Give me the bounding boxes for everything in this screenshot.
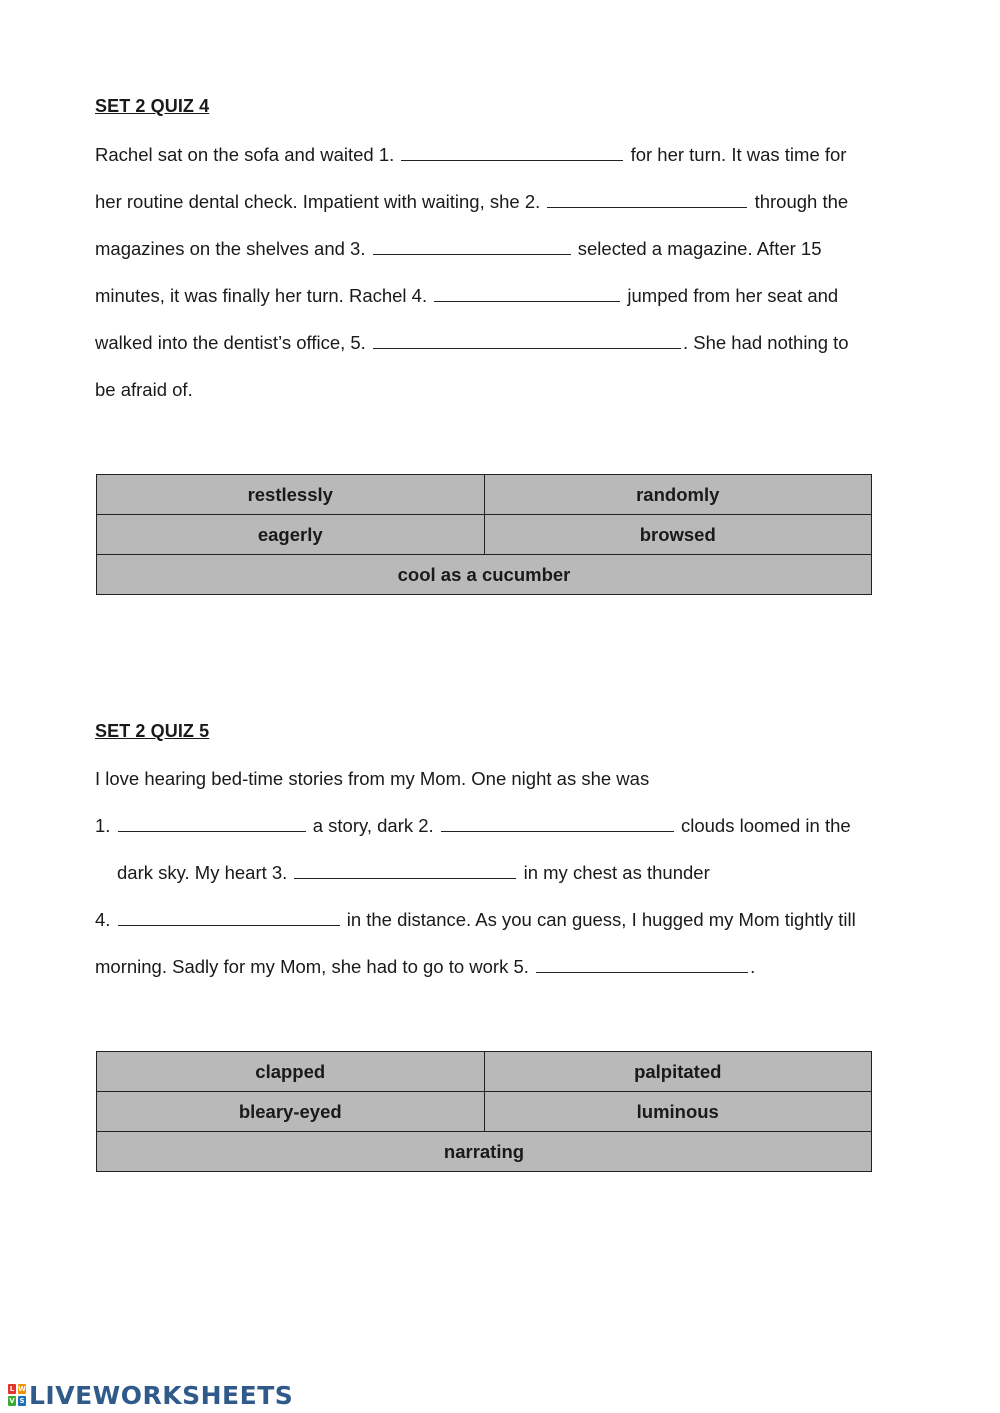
word-luminous[interactable]: luminous: [484, 1092, 872, 1132]
quiz5-line-2: 1. a story, dark 2. clouds loomed in the: [95, 815, 851, 836]
blank-2[interactable]: [441, 815, 674, 832]
quiz4-line-4: minutes, it was finally her turn. Rachel 4. jumped from her seat and: [95, 285, 839, 306]
quiz5-title: SET 2 QUIZ 5: [95, 721, 210, 741]
quiz5-word-bank: [96, 1051, 872, 1172]
quiz4-line-3: magazines on the shelves and 3. selected a magazine. After 15: [95, 238, 822, 259]
blank-1[interactable]: [401, 144, 623, 161]
word-eagerly[interactable]: eagerly: [97, 515, 485, 555]
liveworksheets-logo[interactable]: [8, 1381, 293, 1409]
blank-5[interactable]: [373, 332, 681, 349]
logo-text: LIVEWORKSHEETS: [29, 1380, 294, 1410]
blank-2[interactable]: [547, 191, 747, 208]
quiz4-line-1: Rachel sat on the sofa and waited 1. for her turn. It was time for: [95, 144, 847, 165]
quiz4-word-bank: [96, 474, 872, 595]
word-bleary-eyed[interactable]: bleary-eyed: [97, 1092, 485, 1132]
logo-mark-icon: L W V S: [9, 1385, 26, 1405]
blank-3[interactable]: [294, 862, 516, 879]
quiz4-line-2: her routine dental check. Impatient with waiting, she 2. through the: [95, 191, 849, 212]
word-restlessly[interactable]: restlessly: [97, 475, 485, 515]
quiz5-line-1: I love hearing bed-time stories from my Mom. One night as she was: [95, 768, 650, 789]
word-narrating[interactable]: narrating: [97, 1132, 872, 1172]
word-palpitated[interactable]: palpitated: [484, 1052, 872, 1092]
blank-3[interactable]: [373, 238, 571, 255]
word-browsed[interactable]: browsed: [484, 515, 872, 555]
word-cool-as-a-cucumber[interactable]: cool as a cucumber: [97, 555, 872, 595]
quiz5-line-3: dark sky. My heart 3. in my chest as thunder: [117, 862, 710, 883]
blank-4[interactable]: [118, 909, 340, 926]
quiz5-line-5: morning. Sadly for my Mom, she had to go to work 5. .: [95, 956, 756, 977]
quiz4-title: SET 2 QUIZ 4: [95, 96, 210, 116]
quiz4-line-5: walked into the dentist’s office, 5. . She had nothing to: [95, 332, 849, 353]
quiz4-line-6: be afraid of.: [95, 379, 193, 400]
word-clapped[interactable]: clapped: [97, 1052, 485, 1092]
blank-5[interactable]: [536, 956, 748, 973]
word-randomly[interactable]: randomly: [484, 475, 872, 515]
blank-1[interactable]: [118, 815, 306, 832]
quiz5-line-4: 4. in the distance. As you can guess, I hugged my Mom tightly till: [95, 909, 856, 930]
blank-4[interactable]: [434, 285, 620, 302]
